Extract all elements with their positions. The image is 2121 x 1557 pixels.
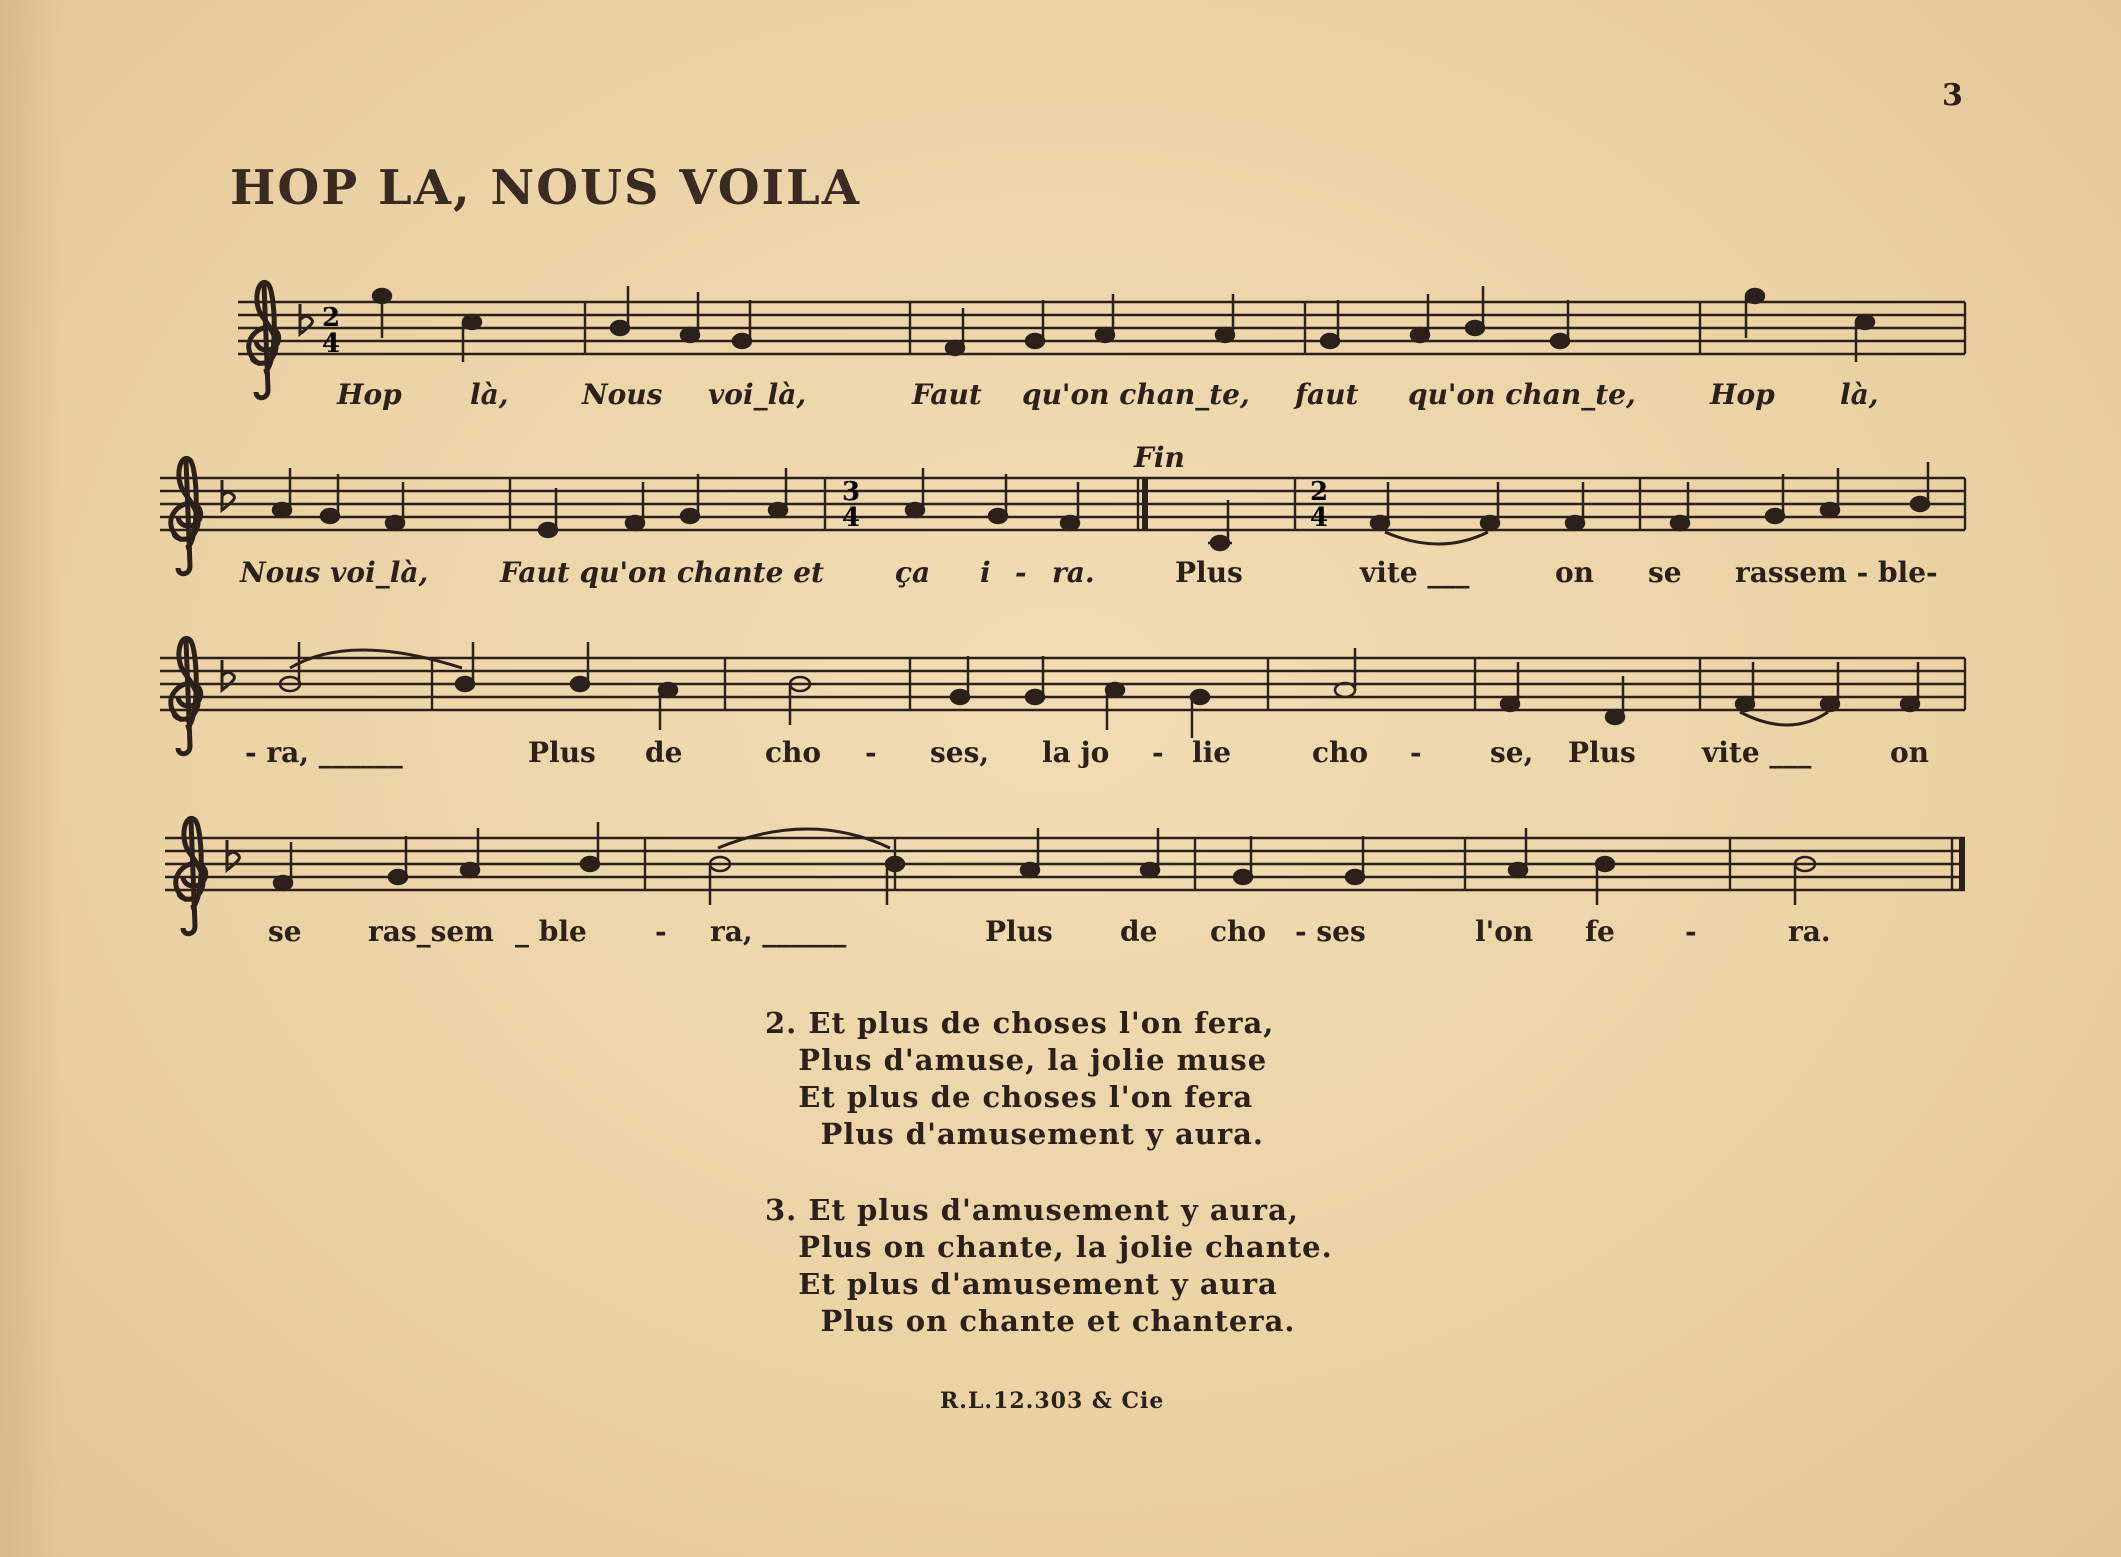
lyric-word: i <box>980 556 991 589</box>
lyric-word: se <box>268 915 302 948</box>
lyric-word: Hop <box>1710 378 1775 411</box>
lyric-word: ras_sem <box>368 915 494 948</box>
lyric-word: Plus <box>528 736 596 769</box>
lyric-word: se, <box>1490 736 1534 769</box>
lyric-word: - <box>1152 736 1164 769</box>
lyric-word: faut <box>1295 378 1359 411</box>
lyric-word: Nous voi_là, <box>240 556 429 589</box>
song-title: HOP LA, NOUS VOILA <box>230 160 861 216</box>
svg-text:4: 4 <box>322 329 341 359</box>
lyric-word: rassem - ble- <box>1735 556 1938 589</box>
lyric-word: l'on <box>1475 915 1534 948</box>
svg-text:4: 4 <box>1310 503 1329 533</box>
lyric-word: la jo <box>1042 736 1110 769</box>
lyric-word: on <box>1555 556 1595 589</box>
lyric-word: là, <box>1840 378 1879 411</box>
lyric-word: vite ___ <box>1360 556 1470 589</box>
lyrics-line-3 <box>0 736 2121 776</box>
lyrics-line-2 <box>0 556 2121 596</box>
verse-2: 2. Et plus de choses l'on fera, Plus d'amuse, la jolie muse Et plus de choses l'on fera Plus d'amusement y aura. <box>765 1006 1275 1151</box>
lyrics-line-1 <box>0 378 2121 418</box>
lyric-word: _ ble <box>515 915 587 948</box>
svg-text:4: 4 <box>842 503 861 533</box>
lyric-word: cho <box>1312 736 1369 769</box>
lyric-word: ça <box>895 556 931 589</box>
svg-text:2: 2 <box>1310 477 1329 507</box>
lyric-word: - <box>1410 736 1422 769</box>
lyric-word: ra, ______ <box>710 915 847 948</box>
lyric-word: de <box>1120 915 1158 948</box>
lyric-word: fe <box>1585 915 1615 948</box>
verse-3: 3. Et plus d'amusement y aura, Plus on chante, la jolie chante. Et plus d'amusement y aura Plus on chante et chantera. <box>765 1193 1333 1338</box>
lyric-word: qu'on chan_te, <box>1022 378 1250 411</box>
lyric-word: Plus <box>1568 736 1636 769</box>
lyric-word: ses, <box>930 736 990 769</box>
svg-text:3: 3 <box>842 477 861 507</box>
lyric-word: cho <box>765 736 822 769</box>
lyrics-line-4 <box>0 915 2121 955</box>
fin-marker: Fin <box>1134 441 1185 474</box>
lyric-word: lie <box>1192 736 1232 769</box>
lyric-word: ra. <box>1052 556 1095 589</box>
lyric-word: - <box>655 915 667 948</box>
lyric-word: Hop <box>337 378 402 411</box>
lyric-word: - ses <box>1295 915 1366 948</box>
lyric-word: Faut <box>912 378 982 411</box>
lyric-word: ra. <box>1788 915 1831 948</box>
page-number: 3 <box>1942 78 1963 113</box>
lyric-word: qu'on chan_te, <box>1408 378 1636 411</box>
lyric-word: cho <box>1210 915 1267 948</box>
lyric-word: Nous <box>582 378 663 411</box>
lyric-word: de <box>645 736 683 769</box>
lyric-word: se <box>1648 556 1682 589</box>
lyric-word: vite ___ <box>1702 736 1812 769</box>
lyric-word: on <box>1890 736 1930 769</box>
lyric-word: - <box>865 736 877 769</box>
lyric-word: - <box>1685 915 1697 948</box>
svg-text:2: 2 <box>322 303 341 333</box>
lyric-word: là, <box>470 378 509 411</box>
lyric-word: Faut qu'on chante et <box>500 556 824 589</box>
catalog-number: R.L.12.303 & Cie <box>940 1388 1165 1414</box>
lyric-word: - <box>1015 556 1027 589</box>
lyric-word: - ra, ______ <box>245 736 403 769</box>
lyric-word: Plus <box>1175 556 1243 589</box>
lyric-word: Plus <box>985 915 1053 948</box>
lyric-word: voi_là, <box>708 378 807 411</box>
